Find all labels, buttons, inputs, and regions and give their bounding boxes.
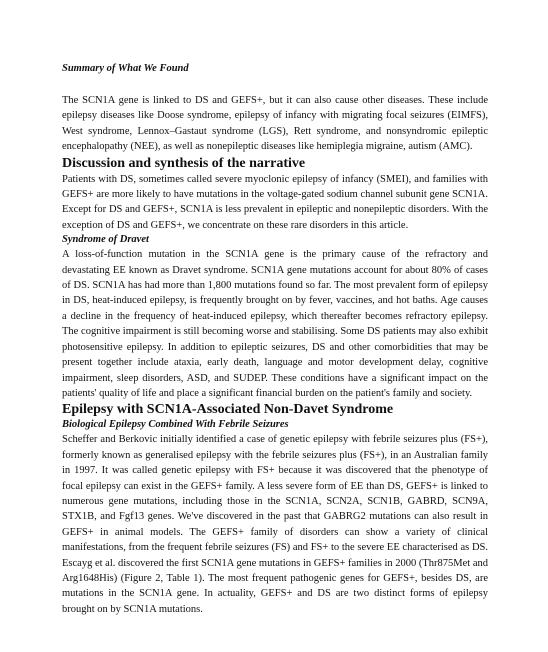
discussion-heading: Discussion and synthesis of the narrative: [62, 155, 306, 171]
discussion-paragraph: Patients with DS, sometimes called severe myoclonic epilepsy of infancy (SMEI), and families with GEFS+ are more likely to have mutations in the voltage-gated sodium channel subunit gene SCN1A. Except for DS and GEFS+, SCN1A is less prevalent in epileptic and nonepileptic disorders. With the exception of DS and GEFS+, we concentrate on these rare disorders in this article.: [62, 173, 488, 231]
document-body: [62, 62, 488, 617]
non-davet-paragraph: Scheffer and Berkovic initially identified a case of genetic epilepsy with febrile seizures plus (FS+), formerly known as generalised epilepsy with the febrile seizures plus (FS+), in an Australian family in 1997. It was called genetic epilepsy with FS+ because it was discovered that the phenotype of focal epilepsy can exist in the GEFS+ family. A less severe form of EE than DS, GEFS+ is linked to numerous gene mutations, including those in the SCN1A, SCN2A, SCN1B, GABRD, SCN9A, STX1B, and Fgf13 genes. We've discovered in the past that GABRG2 mutations can also result in GEFS+ in animal models. The GEFS+ family of disorders can show a variety of clinical manifestations, from the frequent febrile seizures (FS) and FS+ to the severe EE characterised as DS. Escayg et al. discovered the first SCN1A gene mutations in GEFS+ families in 2000 (Thr875Met and Arg1648His) (Figure 2, Table 1). The most frequent pathogenic genes for GEFS+, besides DS, are mutations in the SCN1A gene. In actuality, GEFS+ and DS are two distinct forms of epilepsy brought on by SCN1A mutations.: [62, 434, 488, 615]
summary-heading: Summary of What We Found: [62, 63, 189, 74]
dravet-paragraph: A loss-of-function mutation in the SCN1A gene is the primary cause of the refractory and devastating EE known as Dravet syndrome. SCN1A gene mutations account for about 80% of cases of DS. SCN1A has had more than 1,800 mutations found so far. The most prevalent form of epilepsy in DS, heat-induced epilepsy, is frequently brought on by fever, vaccines, and hot baths. Age causes a decline in the frequency of heat-induced epilepsy, which thereafter becomes refractory epilepsy. The cognitive impairment is still becoming worse and stabilising. Some DS patients may also exhibit photosensitive epilepsy. In addition to epileptic seizures, DS and other comorbidities that may be present together include ataxia, early death, language and motor development delay, cognitive impairment, sleep disorders, ASD, and SUDEP. These conditions have a significant impact on the patients' quality of life and place a significant financial burden on the patient's family and society.: [62, 249, 488, 399]
dravet-heading: Syndrome of Dravet: [62, 234, 149, 246]
spacer: [62, 76, 488, 93]
febrile-seizures-subheading: Biological Epilepsy Combined With Febrile Seizures: [62, 419, 289, 431]
summary-paragraph: The SCN1A gene is linked to DS and GEFS+, but it can also cause other diseases. These include epilepsy diseases like Doose syndrome, epilepsy of infancy with migrating focal seizures (EIMFS), West syndrome, Lennox–Gastaut syndrome (LGS), Rett syndrome, and nonsyndromic epileptic encephalopathy (NEE), as well as nonepileptic diseases like hemiplegia migraine, autism (AMC).: [62, 95, 488, 153]
non-davet-heading: Epilepsy with SCN1A-Associated Non-Davet Syndrome: [62, 402, 394, 418]
